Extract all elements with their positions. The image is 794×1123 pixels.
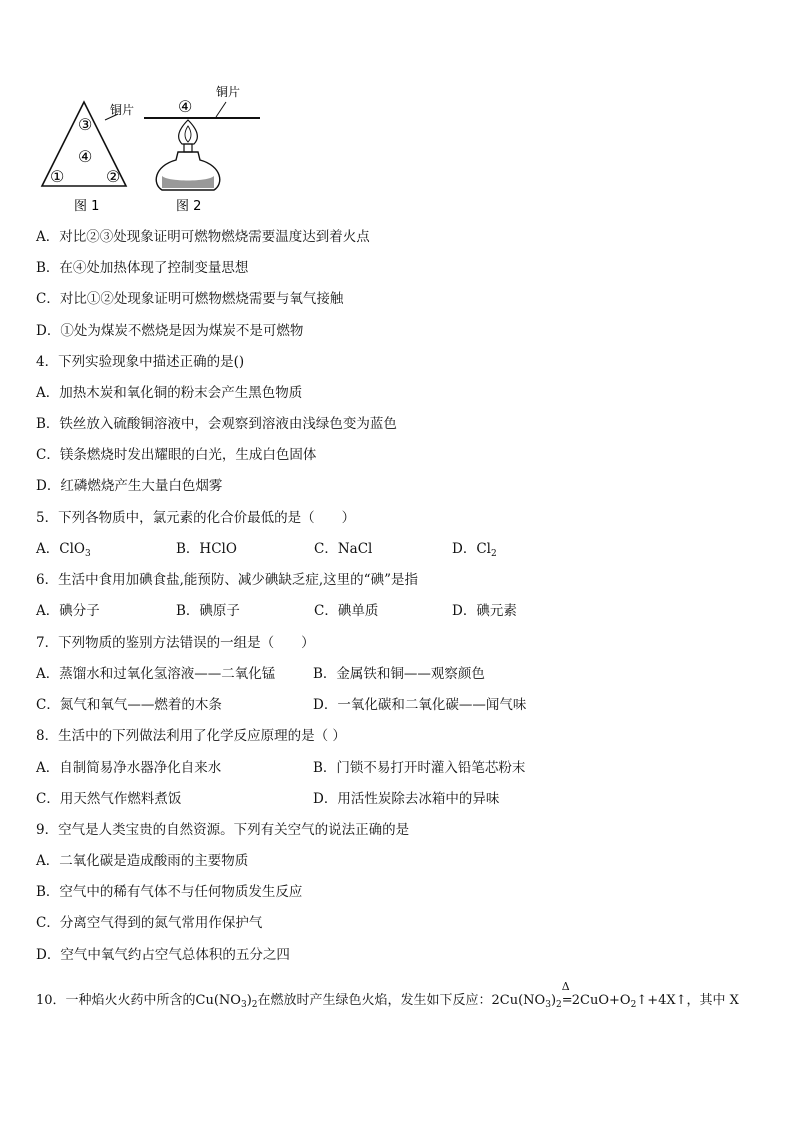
q9-option-a: A．二氧化碳是造成酸雨的主要物质 — [36, 853, 249, 869]
q4-option-b: B．铁丝放入硫酸铜溶液中，会观察到溶液由浅绿色变为蓝色 — [36, 416, 397, 432]
q4-option-c: C．镁条燃烧时发出耀眼的白光，生成白色固体 — [36, 447, 317, 463]
reaction-condition-heat: Δ = — [561, 980, 573, 1008]
q9-option-b: B．空气中的稀有气体不与任何物质发生反应 — [36, 884, 303, 900]
fig1-pos4: ④ — [78, 147, 93, 166]
q9-option-d: D．空气中氧气约占空气总体积的五分之四 — [36, 947, 290, 963]
fig1-pos1: ① — [50, 167, 65, 186]
q7-option-a: A．蒸馏水和过氧化氢溶液——二氧化锰 — [36, 666, 276, 682]
figure-1 — [42, 102, 134, 214]
q7-options-row1 — [36, 665, 756, 683]
q4-option-d: D．红磷燃烧产生大量白色烟雾 — [36, 478, 223, 494]
q6-options — [36, 602, 756, 620]
q5-stem: 5．下列各物质中，氯元素的化合价最低的是（ ） — [36, 510, 356, 526]
fig2-pos4: ④ — [178, 97, 193, 116]
q8-options-row2 — [36, 790, 756, 808]
q7-options-row2 — [36, 696, 756, 714]
q3-option-a: A．对比②③处现象证明可燃物燃烧需要温度达到着火点 — [36, 229, 370, 245]
q5-option-c: C．NaCl — [314, 541, 373, 557]
fig1-caption: 图 1 — [74, 199, 100, 214]
q8-option-a: A．自制简易净水器净化自来水 — [36, 760, 222, 776]
fig1-copper-label: 铜片 — [110, 103, 135, 117]
q8-stem: 8．生活中的下列做法利用了化学反应原理的是（ ） — [36, 728, 346, 744]
q5-option-b: B．HClO — [176, 541, 237, 557]
q4-option-a: A．加热木炭和氧化铜的粉末会产生黑色物质 — [36, 385, 303, 401]
q7-option-c: C．氮气和氧气——燃着的木条 — [36, 697, 222, 713]
q8-options-row1 — [36, 759, 756, 777]
q6-option-b: B．碘原子 — [176, 603, 240, 619]
q6-stem: 6．生活中食用加碘食盐,能预防、减少碘缺乏症,这里的“碘”是指 — [36, 572, 418, 588]
fig2-caption: 图 2 — [176, 199, 202, 214]
q3-option-b: B．在④处加热体现了控制变量思想 — [36, 260, 249, 276]
q9-stem: 9．空气是人类宝贵的自然资源。下列有关空气的说法正确的是 — [36, 822, 410, 838]
q6-option-c: C．碘单质 — [314, 603, 379, 619]
q10-stem: 10．一种焰火火药中所含的$Cu(NO_3)_2$在燃放时产生绿色火焰，发生如下反应：$2Cu(NO_3)_2$ Δ $=2CuO+O_2↑+4X↑$，其中 X — [36, 980, 739, 1010]
fig1-pos3: ③ — [78, 115, 93, 134]
experiment-figure — [38, 80, 268, 220]
q7-option-d: D．一氧化碳和二氧化碳——闻气味 — [313, 697, 527, 713]
q3-option-c: C．对比①②处现象证明可燃物燃烧需要与氧气接触 — [36, 291, 344, 307]
q3-option-d: D．①处为煤炭不燃烧是因为煤炭不是可燃物 — [36, 323, 304, 339]
q6-option-a: A．碘分子 — [36, 603, 100, 619]
q8-option-b: B．门锁不易打开时灌入铅笔芯粉末 — [313, 760, 526, 776]
q7-stem: 7．下列物质的鉴别方法错误的一组是（ ） — [36, 635, 315, 651]
q5-options — [36, 540, 756, 558]
q9-option-c: C．分离空气得到的氮气常用作保护气 — [36, 915, 263, 931]
q4-stem: 4．下列实验现象中描述正确的是() — [36, 354, 245, 370]
figure-2 — [144, 84, 260, 214]
fig1-pos2: ② — [106, 167, 121, 186]
q5-option-a: A．ClO$_3$ — [36, 541, 91, 559]
q7-option-b: B．金属铁和铜——观察颜色 — [313, 666, 485, 682]
q5-option-d: D．$Cl_2$ — [452, 541, 497, 559]
q6-option-d: D．碘元素 — [452, 603, 517, 619]
fig2-copper-label: 铜片 — [216, 85, 241, 99]
q8-option-d: D．用活性炭除去冰箱中的异味 — [313, 791, 500, 807]
q8-option-c: C．用天然气作燃料煮饭 — [36, 791, 182, 807]
